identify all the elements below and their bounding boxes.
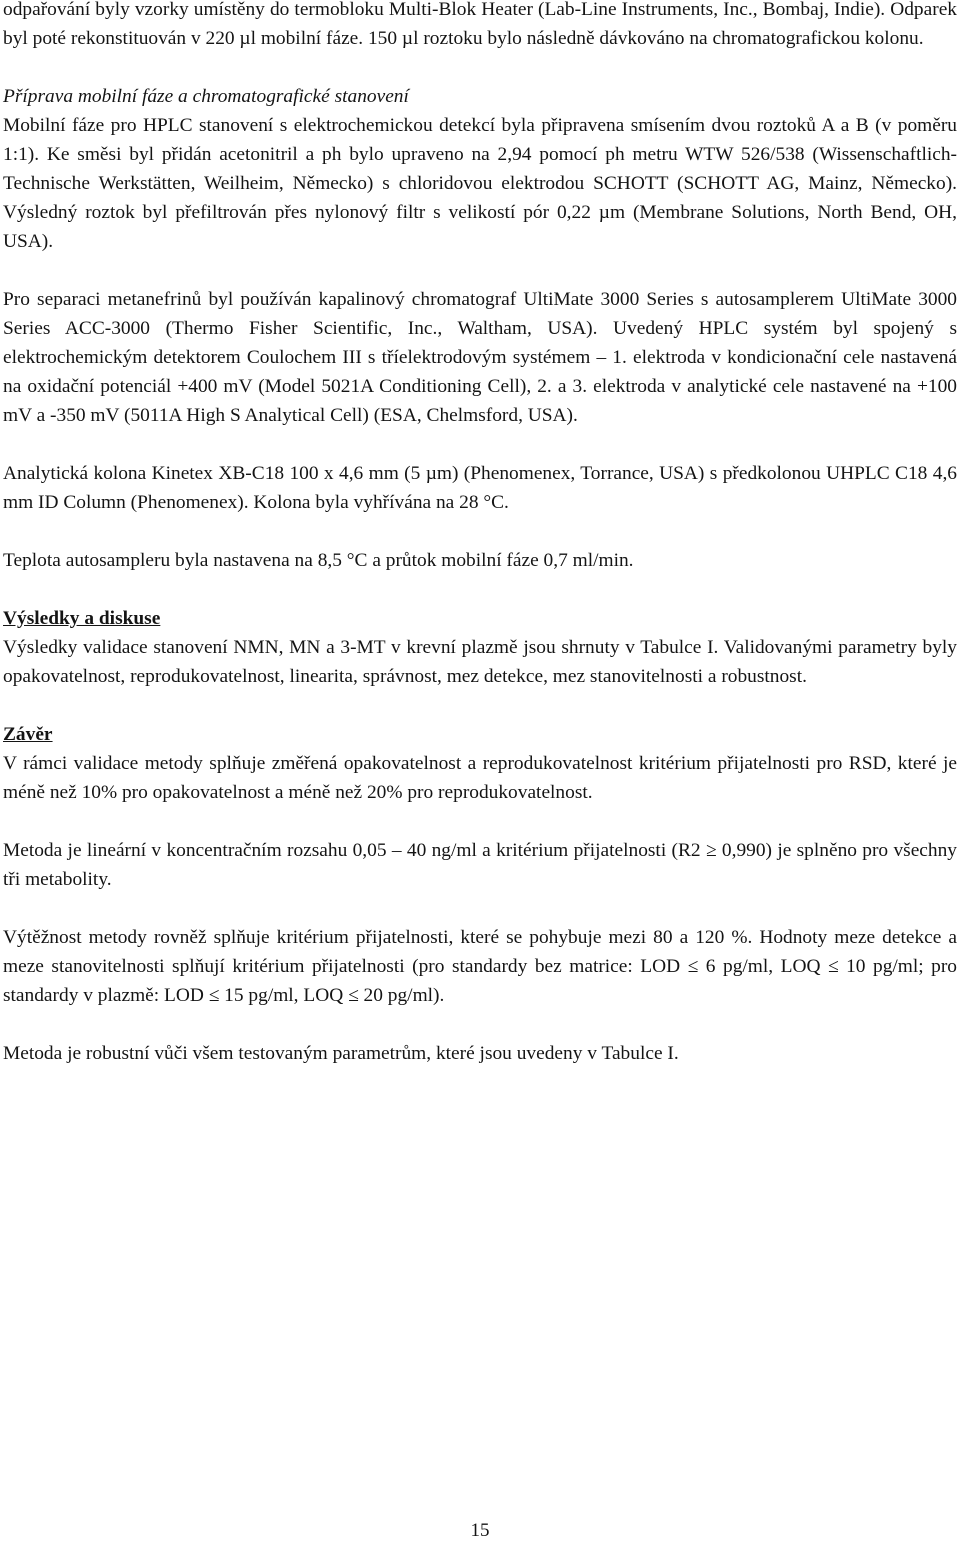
document-page: [3, 0, 957, 1097]
heading-results: Výsledky a diskuse: [3, 608, 161, 629]
section-mobile-phase: [3, 82, 957, 256]
paragraph-mobile-phase: Mobilní fáze pro HPLC stanovení s elektrochemickou detekcí byla připravena smísením dvou roztoků A a B (v poměru 1:1). Ke směsi byl přidán acetonitril a ph bylo upraveno na 2,94 pomocí ph metru WTW 526/538 (Wissenschaftlich-Technische Werkstätten, Weilheim, Německo) s chloridovou elektrodou SCHOTT (SCHOTT AG, Mainz, Německo). Výsledný roztok byl přefiltrován přes nylonový filtr s velikostí pór 0,22 µm (Membrane Solutions, North Bend, OH, USA).: [3, 115, 957, 252]
section-conclusion: [3, 720, 957, 807]
paragraph-repeatability: V rámci validace metody splňuje změřená opakovatelnost a reprodukovatelnost kritérium přijatelnosti pro RSD, které je méně než 10% pro opakovatelnost a méně než 20% pro reprodukovatelnost.: [3, 753, 957, 803]
paragraph-results: Výsledky validace stanovení NMN, MN a 3-MT v krevní plazmě jsou shrnuty v Tabulce I. Validovanými parametry byly opakovatelnost, reprodukovatelnost, linearita, správnost, mez detekce, mez stanovitelnosti a robustnost.: [3, 637, 957, 687]
heading-conclusion: Závěr: [3, 724, 53, 745]
page-number: 15: [470, 1520, 490, 1541]
paragraph-recovery-lod-loq: Výtěžnost metody rovněž splňuje kritérium přijatelnosti, které se pohybuje mezi 80 a 120 %. Hodnoty meze detekce a meze stanovitelnosti splňují kritérium přijatelnosti (pro standardy bez matrice: LOD ≤ 6 pg/ml, LOQ ≤ 10 pg/ml; pro standardy v plazmě: LOD ≤ 15 pg/ml, LOQ ≤ 20 pg/ml).: [3, 927, 957, 1006]
paragraph-sample-evaporation: odpařování byly vzorky umístěny do termobloku Multi-Blok Heater (Lab-Line Instruments, Inc., Bombaj, Indie). Odparek byl poté rekonstituován v 220 µl mobilní fáze. 150 µl roztoku bylo následně dávkováno na chromatografickou kolonu.: [3, 0, 957, 49]
paragraph-linearity: Metoda je lineární v koncentračním rozsahu 0,05 – 40 ng/ml a kritérium přijatelnosti (R2 ≥ 0,990) je splněno pro všechny tři metabolity.: [3, 840, 957, 890]
paragraph-analytical-column: Analytická kolona Kinetex XB-C18 100 x 4,6 mm (5 µm) (Phenomenex, Torrance, USA) s předkolonou UHPLC C18 4,6 mm ID Column (Phenomenex). Kolona byla vyhřívána na 28 °C.: [3, 463, 957, 513]
subheading-mobile-phase: Příprava mobilní fáze a chromatografické stanovení: [3, 86, 409, 107]
paragraph-robustness: Metoda je robustní vůči všem testovaným parametrům, které jsou uvedeny v Tabulce I.: [3, 1043, 679, 1064]
section-results: [3, 604, 957, 691]
paragraph-autosampler-temperature: Teplota autosampleru byla nastavena na 8,5 °C a průtok mobilní fáze 0,7 ml/min.: [3, 550, 634, 571]
paragraph-hplc-system: Pro separaci metanefrinů byl používán kapalinový chromatograf UltiMate 3000 Series s autosamplerem UltiMate 3000 Series ACC-3000 (Thermo Fisher Scientific, Inc., Waltham, USA). Uvedený HPLC systém byl spojený s elektrochemickým detektorem Coulochem III s tříelektrodovým systémem – 1. elektroda v kondicionační cele nastavená na oxidační potenciál +400 mV (Model 5021A Conditioning Cell), 2. a 3. elektroda v analytické cele nastavené na +100 mV a -350 mV (5011A High S Analytical Cell) (ESA, Chelmsford, USA).: [3, 289, 957, 426]
